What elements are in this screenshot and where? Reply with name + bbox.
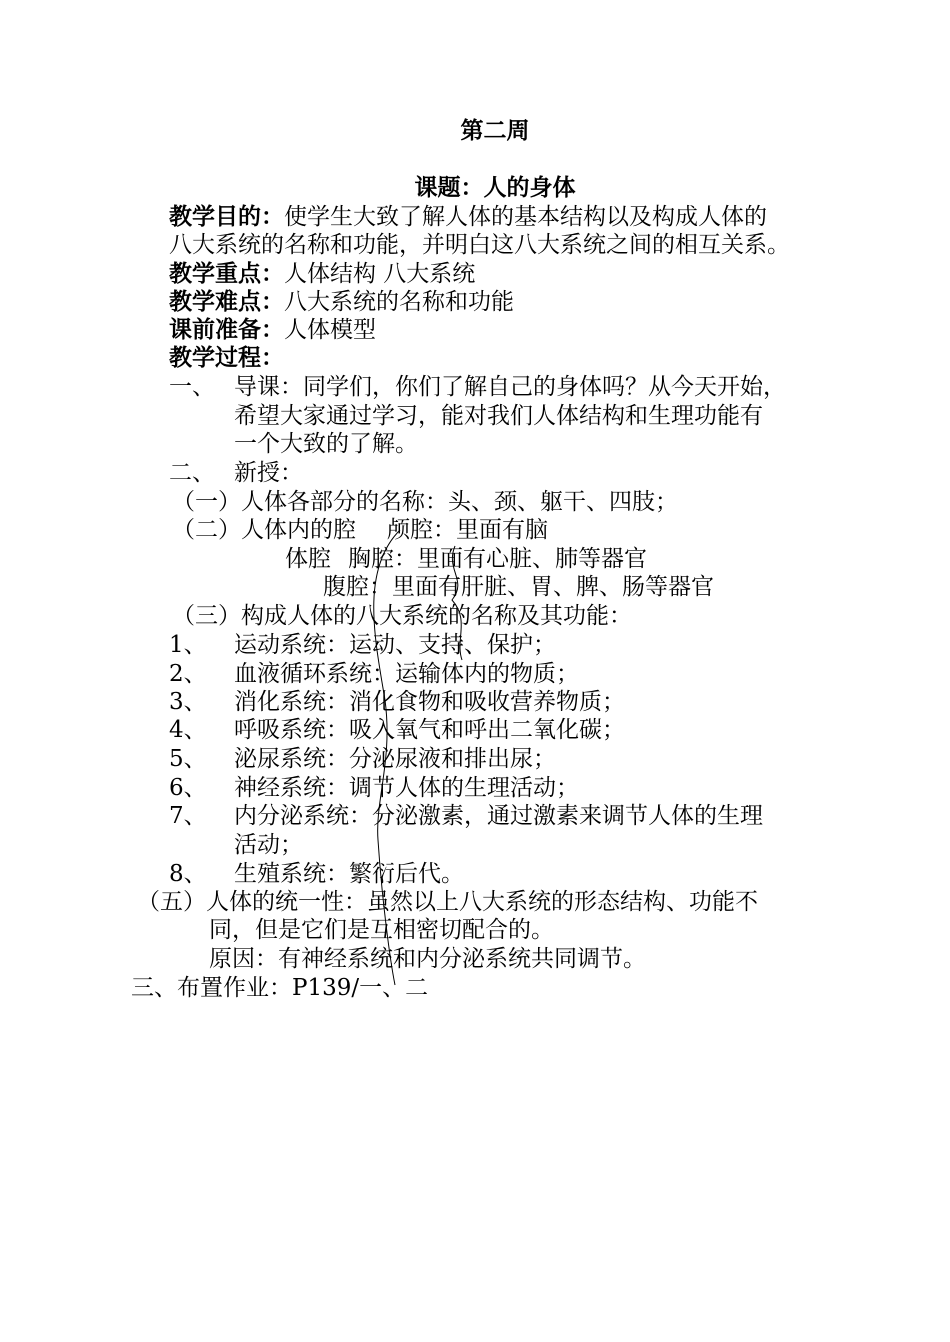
step2-text: 新授： xyxy=(234,460,303,486)
difficulty-text: 八大系统的名称和功能 xyxy=(284,289,514,315)
objective-label: 教学目的： xyxy=(169,203,284,230)
system-number: 4、 xyxy=(169,717,207,743)
system-number: 8、 xyxy=(169,861,207,887)
difficulty-label: 教学难点： xyxy=(169,288,284,315)
objective-text-continued: 八大系统的名称和功能，并明白这八大系统之间的相互关系。 xyxy=(169,232,790,258)
system-number: 2、 xyxy=(169,661,207,687)
abdominal-cavity: 腹腔：里面有肝脏、胃、脾、肠等器官 xyxy=(323,574,714,600)
process-label: 教学过程： xyxy=(169,344,284,371)
part1-body-parts: （一）人体各部分的名称：头、颈、躯干、四肢； xyxy=(172,489,678,515)
system-text: 运动系统：运动、支持、保护； xyxy=(234,632,556,658)
key-points-text: 人体结构 八大系统 xyxy=(284,261,476,287)
preparation-line xyxy=(169,316,376,344)
preparation-text: 人体模型 xyxy=(284,317,376,343)
difficulty-line xyxy=(169,288,514,316)
system-text: 消化系统：消化食物和吸收营养物质； xyxy=(234,689,625,715)
system-number: 7、 xyxy=(169,803,207,829)
system-text-continued: 活动； xyxy=(234,832,303,858)
part5-reason: 原因：有神经系统和内分泌系统共同调节。 xyxy=(209,946,646,972)
system-text: 泌尿系统：分泌尿液和排出尿； xyxy=(234,746,556,772)
system-text: 生殖系统：繁衍后代。 xyxy=(234,861,464,887)
part3-heading: （三）构成人体的八大系统的名称及其功能： xyxy=(172,603,632,629)
system-text: 呼吸系统：吸入氧气和呼出二氧化碳； xyxy=(234,717,625,743)
preparation-label: 课前准备： xyxy=(169,316,284,343)
system-text: 血液循环系统：运输体内的物质； xyxy=(234,661,579,687)
body-cavity: 体腔 xyxy=(285,546,331,572)
key-points-label: 教学重点： xyxy=(169,260,284,287)
step3-homework: 三、布置作业：P139/一、二 xyxy=(131,975,429,1001)
system-text: 内分泌系统：分泌激素，通过激素来调节人体的生理 xyxy=(234,803,763,829)
system-number: 5、 xyxy=(169,746,207,772)
step1-text-3: 一个大致的了解。 xyxy=(234,431,418,457)
key-points-line xyxy=(169,260,475,288)
objective-line xyxy=(169,203,767,231)
part5-unity-2: 同，但是它们是互相密切配合的。 xyxy=(209,917,554,943)
system-number: 1、 xyxy=(169,632,207,658)
objective-text: 使学生大致了解人体的基本结构以及构成人体的 xyxy=(284,204,767,230)
system-number: 3、 xyxy=(169,689,207,715)
lesson-title: 课题：人的身体 xyxy=(414,174,576,201)
thoracic-cavity: 胸腔：里面有心脏、肺等器官 xyxy=(348,546,647,572)
system-text: 神经系统：调节人体的生理活动； xyxy=(234,775,579,801)
system-number: 6、 xyxy=(169,775,207,801)
step1-number: 一、 xyxy=(169,374,215,400)
part5-unity: （五）人体的统一性：虽然以上八大系统的形态结构、功能不 xyxy=(137,889,758,915)
step2-number: 二、 xyxy=(169,460,215,486)
cranial-cavity: 颅腔：里面有脑 xyxy=(387,517,548,543)
part2-intro: （二）人体内的腔 xyxy=(172,517,356,543)
step1-text: 导课：同学们，你们了解自己的身体吗？从今天开始， xyxy=(234,374,786,400)
step1-text-2: 希望大家通过学习，能对我们人体结构和生理功能有 xyxy=(234,403,763,429)
week-heading: 第二周 xyxy=(460,117,530,144)
